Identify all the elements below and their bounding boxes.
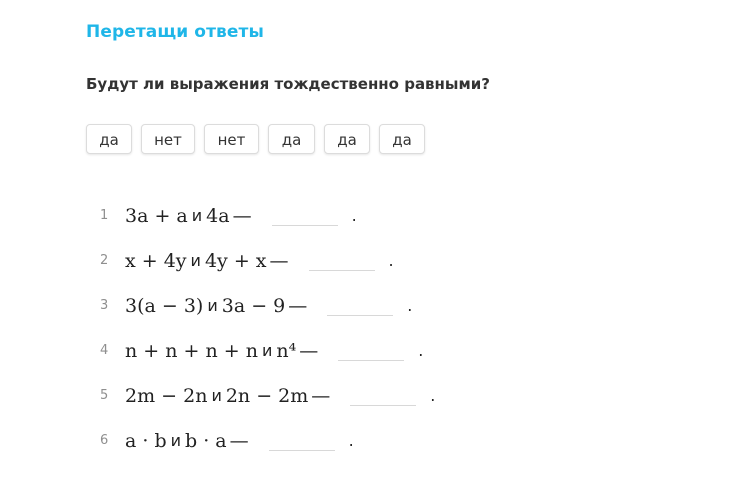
dash: — [232,204,252,227]
answer-chip-3[interactable]: нет [204,124,259,154]
task-list [100,193,435,463]
expression-right: 3a − 9 [221,294,286,317]
answer-drop-zone[interactable] [272,205,338,226]
expression-right: b · a [185,429,227,452]
dash: — [269,249,289,272]
expression-left: 2m − 2n [125,384,208,407]
row-number: 4 [100,343,109,358]
answer-chip-4[interactable]: да [268,124,315,154]
period: . [430,386,436,405]
answer-chip-1[interactable]: да [86,124,132,154]
task-row [100,418,435,463]
expression-right: 4y + x [204,249,267,272]
answer-drop-zone[interactable] [338,340,404,361]
question-text: Будут ли выражения тождественно равными? [86,75,490,93]
conjunction: и [190,251,201,270]
period: . [418,341,424,360]
expression-left: 3(a − 3) [125,294,204,317]
dash: — [311,384,331,407]
conjunction: и [170,431,182,450]
answer-chip-5[interactable]: да [324,124,370,154]
row-number: 6 [100,433,109,448]
period: . [407,296,413,315]
answer-chip-6[interactable]: да [379,124,425,154]
task-row [100,328,435,373]
row-number: 3 [100,298,109,313]
task-row [100,238,435,283]
task-row [100,373,435,418]
expression-left: a · b [125,429,167,452]
dash: — [229,429,249,452]
task-row [100,193,435,238]
answer-bank [86,124,425,154]
period: . [348,431,354,450]
answer-drop-zone[interactable] [269,430,335,451]
row-number: 1 [100,208,109,223]
dash: — [288,294,308,317]
expression-left: 3a + a [125,204,188,227]
answer-chip-2[interactable]: нет [141,124,195,154]
row-number: 2 [100,253,109,268]
conjunction: и [211,386,222,405]
expression-right: 4a [206,204,230,227]
row-number: 5 [100,388,109,403]
expression-right: n⁴ [276,339,297,362]
expression-left: x + 4y [125,249,187,272]
dash: — [299,339,319,362]
answer-drop-zone[interactable] [350,385,416,406]
period: . [388,251,394,270]
expression-right: 2n − 2m [225,384,309,407]
expression-left: n + n + n + n [125,339,258,362]
conjunction: и [191,206,203,225]
task-title: Перетащи ответы [86,22,264,42]
conjunction: и [207,296,218,315]
conjunction: и [261,341,273,360]
answer-drop-zone[interactable] [327,295,393,316]
task-row [100,283,435,328]
period: . [351,206,357,225]
answer-drop-zone[interactable] [309,250,375,271]
